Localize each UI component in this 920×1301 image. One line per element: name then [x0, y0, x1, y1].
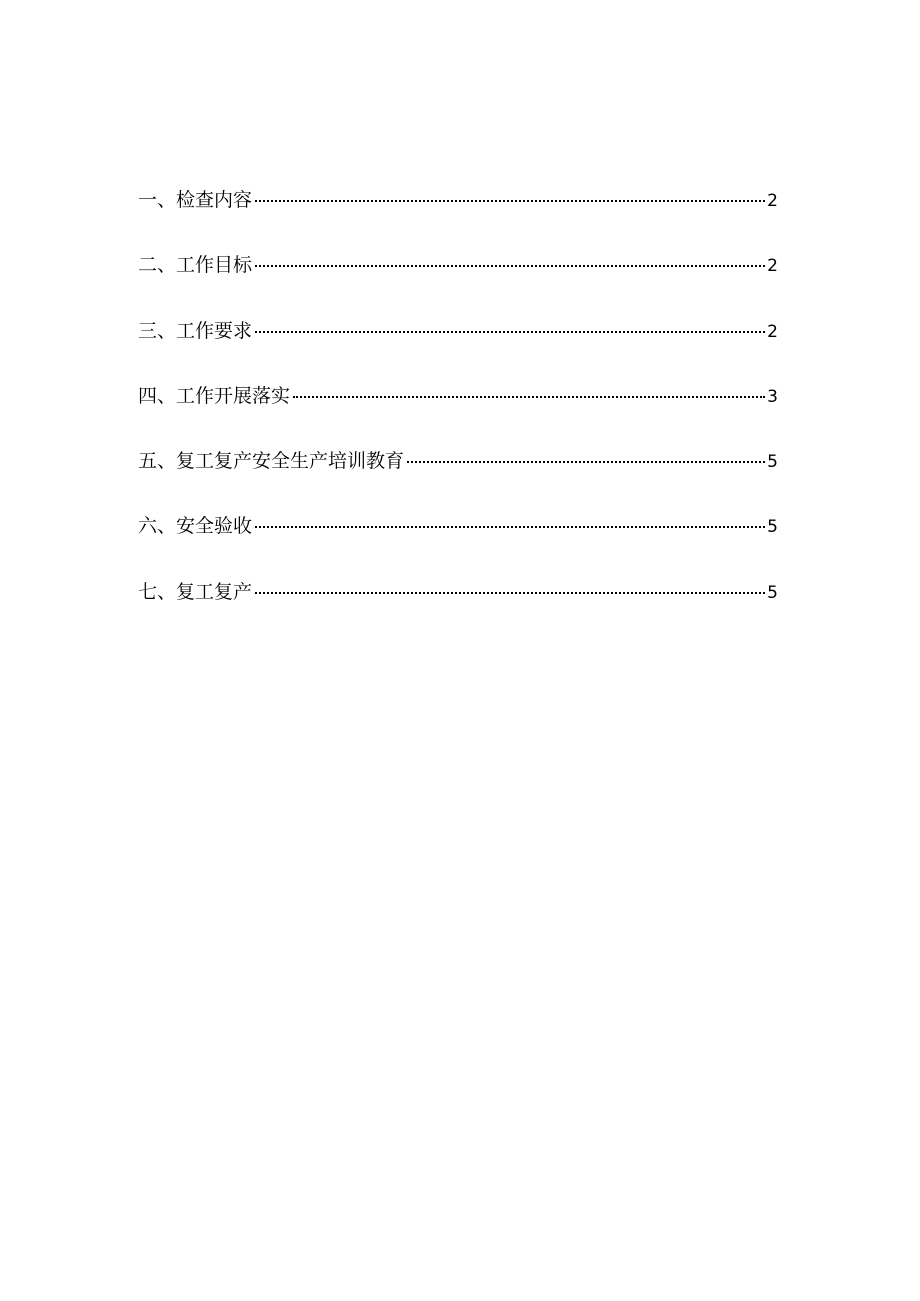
toc-dot-leader [293, 396, 765, 398]
toc-entry-label: 二、工作目标 [138, 254, 253, 277]
toc-entry[interactable] [138, 247, 778, 312]
toc-entry-label: 一、检查内容 [138, 189, 253, 211]
toc-entry-page-number: 5 [767, 517, 778, 538]
toc-entry[interactable] [138, 378, 778, 443]
toc-entry-page-number: 5 [767, 452, 778, 473]
toc-entry-label: 三、工作要求 [138, 319, 253, 342]
toc-dot-leader [255, 200, 765, 202]
toc-entry-label: 六、安全验收 [138, 515, 253, 538]
toc-entry-page-number: 2 [767, 321, 778, 342]
toc-dot-leader [255, 592, 765, 594]
toc-dot-leader [407, 461, 765, 463]
toc-entry[interactable] [138, 182, 778, 247]
toc-entry-label: 七、复工复产 [138, 580, 253, 603]
toc-dot-leader [255, 526, 765, 528]
toc-entry-page-number: 5 [767, 582, 778, 603]
toc-entry[interactable] [138, 313, 778, 378]
toc-entry-page-number: 2 [767, 191, 778, 211]
toc-entry-label: 四、工作开展落实 [138, 384, 291, 407]
toc-entry[interactable] [138, 508, 778, 573]
toc-dot-leader [255, 265, 765, 267]
toc-entry[interactable] [138, 574, 778, 639]
toc-entry[interactable] [138, 443, 778, 508]
toc-entry-page-number: 2 [767, 256, 778, 277]
table-of-contents [138, 182, 778, 639]
toc-dot-leader [255, 331, 765, 333]
toc-entry-label: 五、复工复产安全生产培训教育 [138, 450, 405, 473]
toc-entry-page-number: 3 [767, 386, 778, 407]
